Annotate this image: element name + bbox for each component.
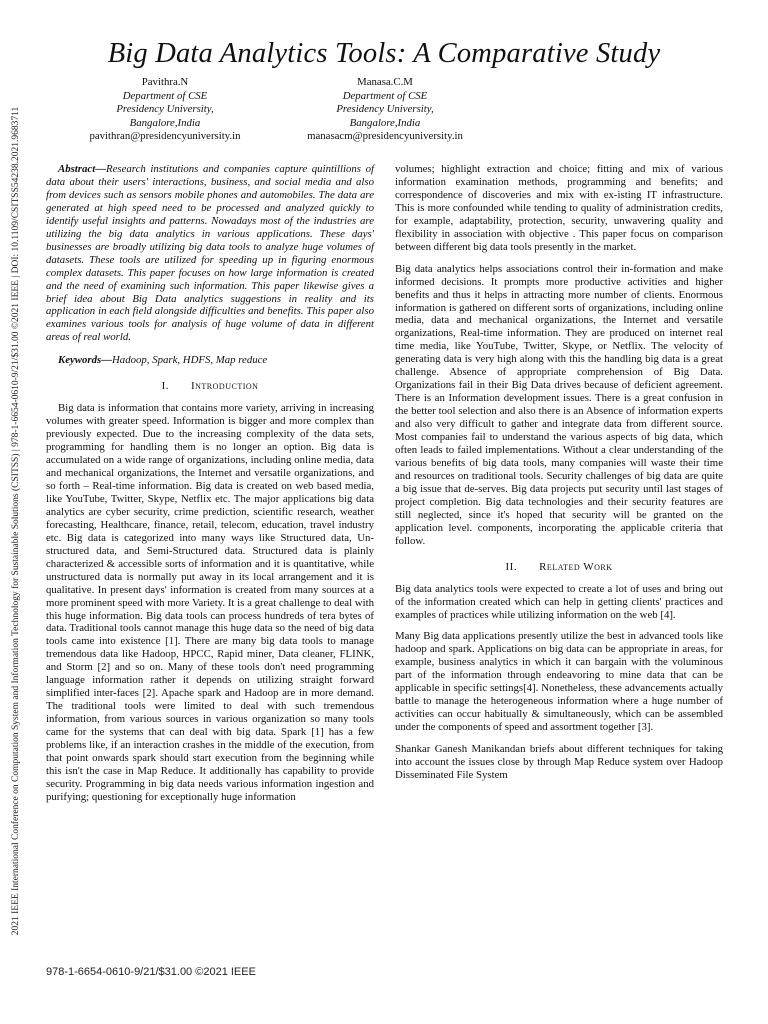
keywords <box>46 354 374 367</box>
body-paragraph: Big data analytics helps associations control their in-formation and make informed decisions. It prompts more productive activities and higher benefits and thus it helps in attracting more number of clients. Enormous information is gathered on different sorts of organizations, including online media, data and mechanical organizations, the Internet and versatile organizations, Real-time information. They are produced on internet real time media, like YouTube, Twitter, Skype, or Netflix. The velocity of generating data is very high along with this the handling big data is a great challenge. Absence of appropriate comprehension of Big Data. Organizations fail in their Big Data drives because of deficient agreement. There is an Information development issues. There is a great confusion in the better tool selection and also there is an Absence of information experts and also very difficult to gather and integrate data from different source. Most companies fail to understand the various aspects of big data, which often leads to failed implementations. Without a clear understanding of the various benefits of big data tools, many companies will waste their time and resources on traditional tools. Security challenges of big data are quite a big issue that de-serves. Big data projects put security until last stages of project completion. Big data technologies and their security features are still neglected, since it's hoped that security will be granted on the application level. components, incorporating the applicable criteria that follow. <box>395 262 723 547</box>
author-email: pavithran@presidencyuniversity.in <box>89 130 241 142</box>
section-heading-introduction <box>46 380 374 393</box>
abstract-label: Abstract— <box>58 163 106 175</box>
body-paragraph: Many Big data applications presently utilize the best in advanced tools like hadoop and spark. Applications on big data can be appropriate in areas, for example, business analytics in which it can bargain with the voluminous part of the information through endeavoring to mine data that can be applicable in specific settings[4]. Nonetheless, these advancements actually battle to manage the heterogeneous information where a huge number of activities can occur habitually & simultaneously, which can be assembled under the components of speed and assortment together [3]. <box>395 630 723 734</box>
author-university: Presidency University, <box>336 103 434 115</box>
author-city: Bangalore,India <box>129 116 201 129</box>
body-paragraph: volumes; highlight extraction and choice; fitting and mix of various information examination methods, programming and benefits; and correspondence of discoveries and mix with ex-isting IT infrastructure. This is more confounded while tending to quality of administration credits, for example, adaptability, protection, security, unwavering quality and flexibility in association with objective . This paper focus on comparison between different big data tools presently in the market. <box>395 163 723 253</box>
paper-title: Big Data Analytics Tools: A Comparative Study <box>107 38 661 69</box>
page-footer: 978-1-6654-0610-9/21/$31.00 ©2021 IEEE <box>46 966 256 978</box>
conference-sidebar <box>8 86 24 956</box>
author-name: Pavithra.N <box>141 76 189 88</box>
section-heading-related-work <box>395 561 723 574</box>
abstract-text: Research institutions and companies capture quintillions of data about their users' interactions, business, and social media and also from devices such as sensors mobile phones and automobiles. The data are generated at high speed need to be processed and analyzed quickly to identify useful insights and patterns. Nowadays most of the industries are utilizing the big data analytics in various applications. These days' businesses are broadly utilizing big data tools to analyze huge volumes of datasets. These tools are utilized for speeding up in figuring enormous complex datasets. This paper focuses on how large information is created and the need of examining such information. This paper likewise gives a brief idea about Big Data analytics suggestions in reality and its application in each field alongside difficulties and benefits. This paper also examines various tools for analysis of huge volume of data in different areas of real world. <box>46 163 374 344</box>
body-paragraph: Big data analytics tools were expected to create a lot of uses and bring out of the information created which can help in getting clients' practices and examples of practices while utilizing information on the web [4]. <box>395 582 723 621</box>
left-column <box>46 163 374 804</box>
abstract <box>46 163 374 344</box>
keywords-text: Hadoop, Spark, HDFS, Map reduce <box>112 354 268 367</box>
section-title: Introduction <box>190 380 259 393</box>
section-number: II. <box>505 560 518 573</box>
author-city: Bangalore,India <box>349 116 421 129</box>
right-column <box>395 163 723 782</box>
author-department: Department of CSE <box>342 89 428 102</box>
section-number: I. <box>161 380 169 393</box>
author-university: Presidency University, <box>116 103 214 115</box>
introduction-paragraph: Big data is information that contains more variety, arriving in increasing volumes with greater speed. Information is bigger and more complex than previously expected. Due to the increasing complexity of the data sets, programming for handling them is no longer an option. Big data is accumulated on a wide range of organizations, including online media, data and mechanical organizations, the Internet and versatile organizations, and so forth – Real-time information. Big data is created on web based media, like YouTube, Twitter, Skype, Netflix etc. The major applications big data analytics are cyber security, crime prediction, scientific research, weather forecasting, Healthcare, finance, retail, telecom, education, travel industry etc. Big data is categorized into many ways like Structured data, Un-structured data, and Semi-Structured data. Structured data is plainly characterized & accessible sorts of information and it is quantitative, while unstructured data is normally put away in its local arrangement and it is qualitative. In present days' information is created from many sources at a more prominent speed with more Variety. It is a great challenge to deal with this huge information. Big data tools can process hundreds of tera bytes of data. Traditional tools cannot manage this huge data so the need of big data tools came into existence [1]. There are many big data tools to manage tremendous data like Hadoop, HPCC, Rapid miner, Data cleaner, FLINK, and Storm [2] and so on. Many of these tools don't need programming language information rather it depends on utilizing straight forward simplified inter-faces [2]. Apache spark and Hadoop are in more demand. The traditional tools were limited to deal with such tremendous information, from various sources in various organization so many tools came for the systems that can deal with big data. Spark [1] has a few problems like, if an interaction crashes in the middle of the execution, from that point onwards spark should start execution from the beginning while this isn't the case in Map Reduce. It additionally has capability to provide security. Programming in big data needs various information ingestion and purifying; questioning for exceptionally huge information <box>46 402 374 803</box>
author-block-2 <box>300 76 470 144</box>
author-name: Manasa.C.M <box>357 76 413 88</box>
author-block-1 <box>40 76 290 144</box>
section-title: Related Work <box>539 560 613 573</box>
keywords-label: Keywords— <box>58 354 112 367</box>
body-paragraph: Shankar Ganesh Manikandan briefs about different techniques for taking into account the issues close by through Map Reduce system over Hadoop Disseminated File System <box>395 743 723 781</box>
sidebar-citation-text: 2021 IEEE International Conference on Computation System and Information Technology for Sustainable Solutions (CSITSS) | 978-1-6654-0610-9/21/$31.00 ©2021 IEEE | DOI: 10.1109/CSITSS54238.2021.9683711 <box>11 106 21 936</box>
author-department: Department of CSE <box>122 89 208 102</box>
author-email: manasacm@presidencyuniversity.in <box>307 130 463 142</box>
